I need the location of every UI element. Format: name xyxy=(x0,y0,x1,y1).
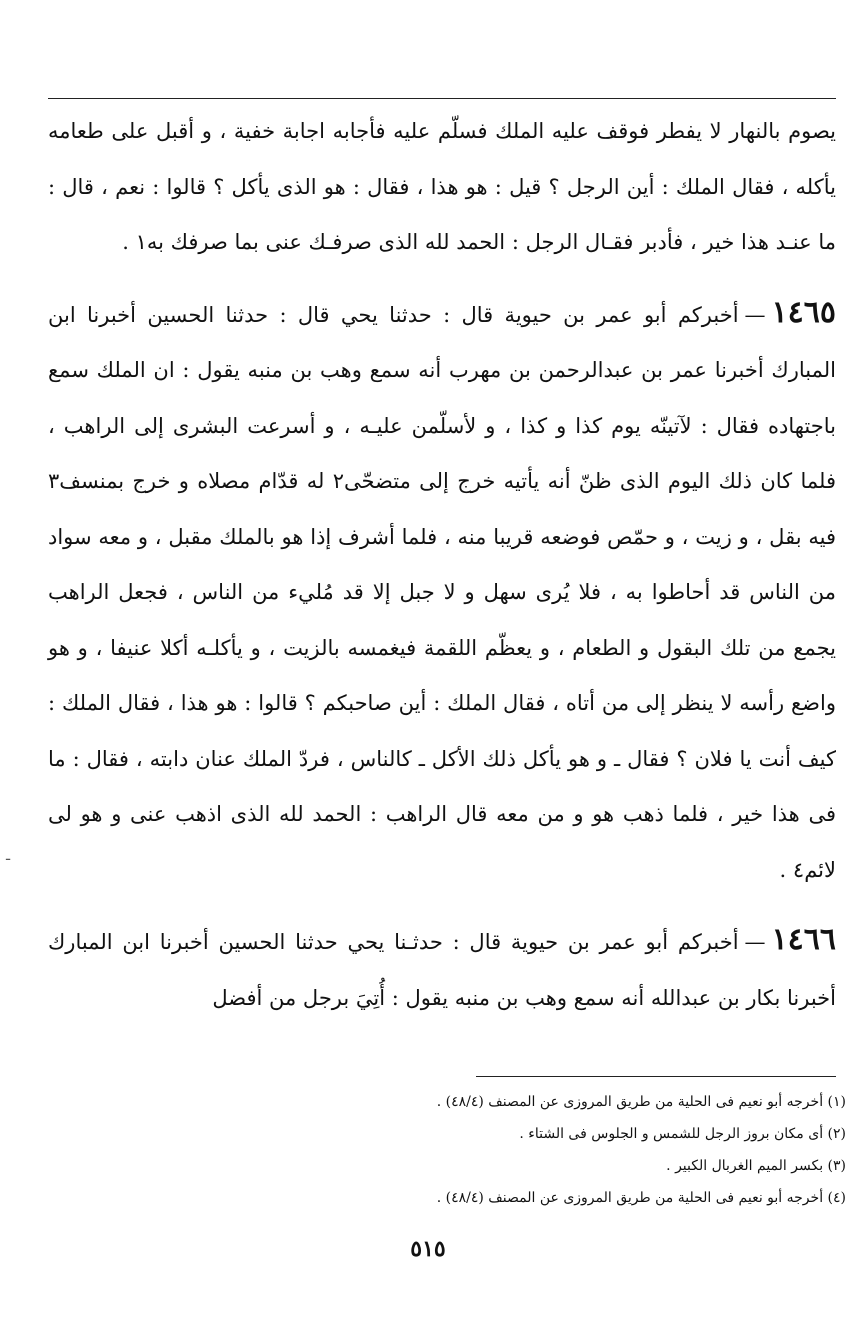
footnote-3: (٣) بكسر الميم الغربال الكبير . xyxy=(666,1158,846,1174)
header-rule xyxy=(48,98,836,99)
footnote-2: (٢) أى مكان بروز الرجل للشمس و الجلوس فى الشتاء . xyxy=(519,1126,846,1142)
footnote-1: (١) أخرجه أبو نعيم فى الحلية من طريق المروزى عن المصنف (٤٨/٤) . xyxy=(436,1094,846,1110)
footnotes xyxy=(48,1086,846,1214)
hadith-text: أخبركم أبو عمر بن حيوية قال : حدثـنا يحي حدثنا الحسين أخبرنا ابن المبارك أخبرنا بكار بن عبدالله أنه سمع وهب بن منبه يقول : أُتِيَ برجل من أفضل xyxy=(48,930,836,1010)
hadith-1465 xyxy=(48,285,836,899)
footnote-4: (٤) أخرجه أبو نعيم فى الحلية من طريق المروزى عن المصنف (٤٨/٤) . xyxy=(436,1190,846,1206)
hadith-number: ١٤٦٥ xyxy=(771,294,836,330)
intro-paragraph: يصوم بالنهار لا يفطر فوقف عليه الملك فسلّم عليه فأجابه اجابة خفية ، و أقبل على طعامه يأكله ، فقال الملك : أين الرجل ؟ قيل : هو هذا ، فقال : هو الذى يأكل ؟ قالوا : نعم ، قال : ما عنـد هذا خير ، فأدبر فقـال الرجل : الحمد لله الذى صرفـك عنى بما صرفك به١ . xyxy=(48,119,836,254)
main-text xyxy=(48,104,836,1026)
hadith-1466 xyxy=(48,912,836,1026)
hadith-text: أخبركم أبو عمر بن حيوية قال : حدثنا يحي قال : حدثنا الحسين أخبرنا ابن المبارك أخبرنا عمر بن عبدالرحمن بن مهرب أنه سمع وهب بن منبه يقول : ان الملك سمع باجتهاده فقال : لآتينّه يوم كذا و كذا ، و لأسلّمن عليـه ، و أسرعت البشرى إلى الراهب ، فلما كان ذلك اليوم الذى ظنّ أنه يأتيه خرج إلى متضحّى٢ له قدّام مصلاه و خرج بمنسف٣ فيه بقل ، و زيت ، و حمّص فوضعه قريبا منه ، فلما أشرف إذا هو بالملك مقبل ، و معه سواد من الناس قد أحاطوا به ، فلا يُرى سهل و لا جبل إلا قد مُليء من الناس ، فجعل الراهب يجمع من تلك البقول و الطعام ، و يعظّم اللقمة فيغمسه بالزيت ، و يأكلـه أكلا عنيفا ، و هو واضع رأسه لا ينظر إلى من أتاه ، فقال الملك : أين صاحبكم ؟ قالوا : هو هذا ، فقال الملك : كيف أنت يا فلان ؟ فقال ـ و هو يأكل ذلك الأكل ـ كالناس ، فردّ الملك عنان دابته ، فقال : ما فى هذا خير ، فلما ذهب هو و من معه قال الراهب : الحمد لله الذى اذهب عنى و هو لى لائم٤ . xyxy=(48,302,836,882)
margin-mark: ـ xyxy=(6,848,11,864)
footnote-rule xyxy=(476,1076,836,1077)
hadith-separator: — xyxy=(744,930,766,954)
hadith-separator: — xyxy=(744,302,766,327)
hadith-number: ١٤٦٦ xyxy=(771,922,836,957)
page-number: ٥١٥ xyxy=(410,1236,446,1262)
